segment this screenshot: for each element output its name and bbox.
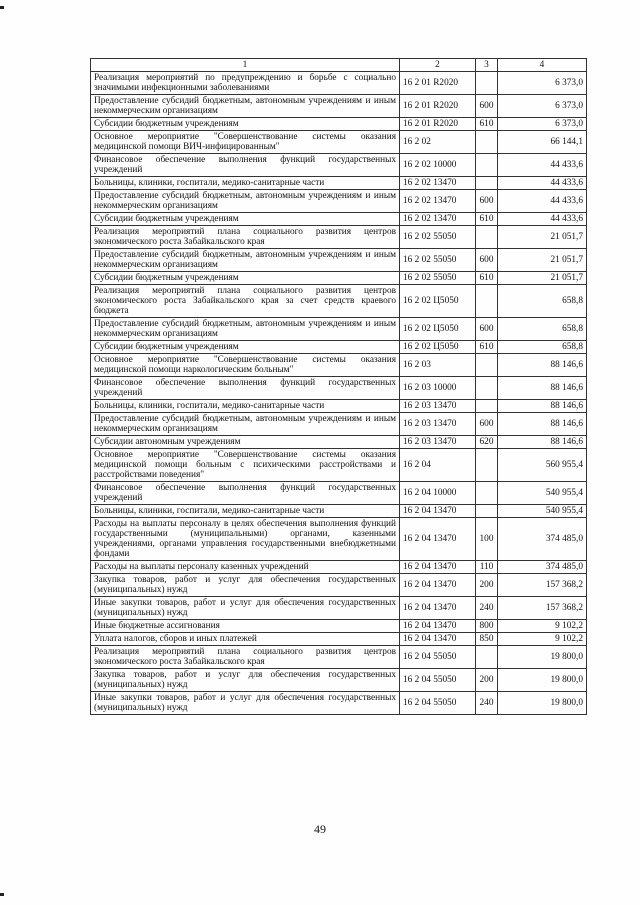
header-col-1: 1 (91, 59, 400, 72)
row-expense-type-cell: 800 (476, 620, 498, 633)
row-expense-type-cell: 100 (476, 518, 498, 561)
row-amount-cell: 374 485,0 (498, 518, 587, 561)
header-col-4: 4 (498, 59, 587, 72)
table-row (91, 285, 587, 318)
row-amount-cell: 9 102,2 (498, 633, 587, 646)
row-name-cell: Субсидии бюджетным учреждениям (91, 118, 400, 131)
table-row (91, 646, 587, 669)
row-expense-type-cell (476, 482, 498, 505)
row-amount-cell: 44 433,6 (498, 154, 587, 177)
row-expense-type-cell (476, 131, 498, 154)
row-expense-type-cell: 240 (476, 692, 498, 715)
row-expense-type-cell: 200 (476, 669, 498, 692)
row-code-cell: 16 2 01 R2020 (400, 72, 476, 95)
row-expense-type-cell (476, 354, 498, 377)
table-row (91, 341, 587, 354)
row-expense-type-cell: 240 (476, 597, 498, 620)
row-expense-type-cell (476, 72, 498, 95)
table-row (91, 226, 587, 249)
row-code-cell: 16 2 03 (400, 354, 476, 377)
row-name-cell: Закупка товаров, работ и услуг для обеспечения государственных (муниципальных) нужд (91, 574, 400, 597)
row-amount-cell: 19 800,0 (498, 646, 587, 669)
row-name-cell: Реализация мероприятий плана социального развития центров экономического роста Забайкальского края за счет средств краевого бюджета (91, 285, 400, 318)
row-name-cell: Финансовое обеспечение выполнения функций государственных учреждений (91, 377, 400, 400)
page-number: 49 (314, 822, 326, 836)
table-row (91, 518, 587, 561)
row-code-cell: 16 2 02 10000 (400, 154, 476, 177)
row-code-cell: 16 2 02 55050 (400, 249, 476, 272)
row-name-cell: Финансовое обеспечение выполнения функций государственных учреждений (91, 154, 400, 177)
row-expense-type-cell (476, 646, 498, 669)
row-name-cell: Основное мероприятие "Совершенствование системы оказания медицинской помощи наркологическим больным" (91, 354, 400, 377)
row-expense-type-cell: 610 (476, 118, 498, 131)
table-row (91, 131, 587, 154)
row-amount-cell: 88 146,6 (498, 377, 587, 400)
table-row (91, 620, 587, 633)
row-expense-type-cell: 600 (476, 190, 498, 213)
row-expense-type-cell: 110 (476, 561, 498, 574)
row-name-cell: Больницы, клиники, госпитали, медико-санитарные части (91, 505, 400, 518)
row-name-cell: Иные закупки товаров, работ и услуг для обеспечения государственных (муниципальных) нужд (91, 692, 400, 715)
table-row (91, 377, 587, 400)
table-row (91, 597, 587, 620)
table-row (91, 413, 587, 436)
table-row (91, 505, 587, 518)
scan-edge-mark (0, 6, 4, 9)
row-name-cell: Уплата налогов, сборов и иных платежей (91, 633, 400, 646)
table-row (91, 633, 587, 646)
row-code-cell: 16 2 04 13470 (400, 620, 476, 633)
row-amount-cell: 157 368,2 (498, 597, 587, 620)
row-expense-type-cell: 600 (476, 95, 498, 118)
table-row (91, 154, 587, 177)
row-amount-cell: 658,8 (498, 341, 587, 354)
row-name-cell: Основное мероприятие "Совершенствование системы оказания медицинской помощи ВИЧ-инфицированным" (91, 131, 400, 154)
table-row (91, 272, 587, 285)
row-code-cell: 16 2 02 13470 (400, 177, 476, 190)
row-name-cell: Больницы, клиники, госпитали, медико-санитарные части (91, 400, 400, 413)
row-name-cell: Иные бюджетные ассигнования (91, 620, 400, 633)
row-amount-cell: 658,8 (498, 285, 587, 318)
row-name-cell: Реализация мероприятий плана социального развития центров экономического роста Забайкальского края (91, 226, 400, 249)
table-row (91, 692, 587, 715)
row-code-cell: 16 2 01 R2020 (400, 118, 476, 131)
row-expense-type-cell (476, 226, 498, 249)
row-amount-cell: 540 955,4 (498, 505, 587, 518)
row-name-cell: Расходы на выплаты персоналу в целях обеспечения выполнения функций государственными (муниципальными) органами, казенными учреждениями, органами управления государственными внебюджетными фондами (91, 518, 400, 561)
row-amount-cell: 6 373,0 (498, 118, 587, 131)
row-code-cell: 16 2 03 10000 (400, 377, 476, 400)
row-code-cell: 16 2 02 13470 (400, 190, 476, 213)
table-row (91, 249, 587, 272)
row-name-cell: Больницы, клиники, госпитали, медико-санитарные части (91, 177, 400, 190)
row-amount-cell: 44 433,6 (498, 177, 587, 190)
row-code-cell: 16 2 04 13470 (400, 518, 476, 561)
row-code-cell: 16 2 04 10000 (400, 482, 476, 505)
budget-table (90, 58, 587, 715)
table-row (91, 213, 587, 226)
row-code-cell: 16 2 04 13470 (400, 597, 476, 620)
row-expense-type-cell: 610 (476, 213, 498, 226)
table-row (91, 318, 587, 341)
row-amount-cell: 88 146,6 (498, 436, 587, 449)
row-amount-cell: 44 433,6 (498, 190, 587, 213)
row-name-cell: Закупка товаров, работ и услуг для обеспечения государственных (муниципальных) нужд (91, 669, 400, 692)
row-code-cell: 16 2 01 R2020 (400, 95, 476, 118)
row-amount-cell: 374 485,0 (498, 561, 587, 574)
row-code-cell: 16 2 02 55050 (400, 272, 476, 285)
row-name-cell: Основное мероприятие "Совершенствование системы оказания медицинской помощи больным с психическими расстройствами и расстройствами поведения" (91, 449, 400, 482)
row-expense-type-cell (476, 177, 498, 190)
row-amount-cell: 21 051,7 (498, 272, 587, 285)
row-name-cell: Расходы на выплаты персоналу казенных учреждений (91, 561, 400, 574)
row-code-cell: 16 2 02 Ц5050 (400, 341, 476, 354)
table-row (91, 561, 587, 574)
row-expense-type-cell: 600 (476, 249, 498, 272)
row-amount-cell: 9 102,2 (498, 620, 587, 633)
table-body (91, 72, 587, 715)
row-amount-cell: 88 146,6 (498, 354, 587, 377)
row-amount-cell: 88 146,6 (498, 413, 587, 436)
row-name-cell: Субсидии автономным учреждениям (91, 436, 400, 449)
row-amount-cell: 44 433,6 (498, 213, 587, 226)
row-code-cell: 16 2 04 13470 (400, 505, 476, 518)
row-name-cell: Финансовое обеспечение выполнения функций государственных учреждений (91, 482, 400, 505)
row-expense-type-cell: 200 (476, 574, 498, 597)
table-row (91, 482, 587, 505)
row-expense-type-cell (476, 377, 498, 400)
table-row (91, 190, 587, 213)
row-code-cell: 16 2 04 13470 (400, 633, 476, 646)
row-code-cell: 16 2 02 Ц5050 (400, 285, 476, 318)
row-name-cell: Реализация мероприятий по предупреждению и борьбе с социально значимыми инфекционными заболеваниями (91, 72, 400, 95)
row-expense-type-cell: 610 (476, 341, 498, 354)
row-code-cell: 16 2 04 55050 (400, 646, 476, 669)
row-name-cell: Субсидии бюджетным учреждениям (91, 272, 400, 285)
row-code-cell: 16 2 04 13470 (400, 574, 476, 597)
row-expense-type-cell: 600 (476, 413, 498, 436)
row-code-cell: 16 2 02 Ц5050 (400, 318, 476, 341)
table-row (91, 436, 587, 449)
row-code-cell: 16 2 04 55050 (400, 692, 476, 715)
row-name-cell: Предоставление субсидий бюджетным, автономным учреждениям и иным некоммерческим организациям (91, 190, 400, 213)
table-row (91, 574, 587, 597)
table-row (91, 177, 587, 190)
row-amount-cell: 658,8 (498, 318, 587, 341)
header-col-3: 3 (476, 59, 498, 72)
row-code-cell: 16 2 04 (400, 449, 476, 482)
row-amount-cell: 66 144,1 (498, 131, 587, 154)
row-amount-cell: 560 955,4 (498, 449, 587, 482)
row-amount-cell: 157 368,2 (498, 574, 587, 597)
row-code-cell: 16 2 02 13470 (400, 213, 476, 226)
header-col-2: 2 (400, 59, 476, 72)
scan-edge-mark (0, 893, 4, 896)
table-row (91, 669, 587, 692)
row-amount-cell: 21 051,7 (498, 249, 587, 272)
table-row (91, 118, 587, 131)
row-name-cell: Субсидии бюджетным учреждениям (91, 341, 400, 354)
row-expense-type-cell (476, 400, 498, 413)
table-row (91, 95, 587, 118)
table-row (91, 449, 587, 482)
row-code-cell: 16 2 02 55050 (400, 226, 476, 249)
row-amount-cell: 6 373,0 (498, 95, 587, 118)
row-amount-cell: 19 800,0 (498, 669, 587, 692)
row-expense-type-cell (476, 285, 498, 318)
row-code-cell: 16 2 04 55050 (400, 669, 476, 692)
row-expense-type-cell: 610 (476, 272, 498, 285)
row-code-cell: 16 2 03 13470 (400, 436, 476, 449)
row-name-cell: Предоставление субсидий бюджетным, автономным учреждениям и иным некоммерческим организациям (91, 95, 400, 118)
row-code-cell: 16 2 03 13470 (400, 400, 476, 413)
row-code-cell: 16 2 02 (400, 131, 476, 154)
table-row (91, 72, 587, 95)
row-amount-cell: 21 051,7 (498, 226, 587, 249)
row-expense-type-cell: 600 (476, 318, 498, 341)
row-expense-type-cell: 620 (476, 436, 498, 449)
row-expense-type-cell (476, 154, 498, 177)
row-expense-type-cell: 850 (476, 633, 498, 646)
row-code-cell: 16 2 04 13470 (400, 561, 476, 574)
table-row (91, 354, 587, 377)
row-expense-type-cell (476, 449, 498, 482)
table-header-row (91, 59, 587, 72)
table-row (91, 400, 587, 413)
row-name-cell: Предоставление субсидий бюджетным, автономным учреждениям и иным некоммерческим организациям (91, 249, 400, 272)
row-amount-cell: 540 955,4 (498, 482, 587, 505)
row-name-cell: Субсидии бюджетным учреждениям (91, 213, 400, 226)
row-name-cell: Иные закупки товаров, работ и услуг для обеспечения государственных (муниципальных) нужд (91, 597, 400, 620)
row-amount-cell: 6 373,0 (498, 72, 587, 95)
row-amount-cell: 19 800,0 (498, 692, 587, 715)
row-amount-cell: 88 146,6 (498, 400, 587, 413)
row-expense-type-cell (476, 505, 498, 518)
row-name-cell: Реализация мероприятий плана социального развития центров экономического роста Забайкальского края (91, 646, 400, 669)
row-code-cell: 16 2 03 13470 (400, 413, 476, 436)
row-name-cell: Предоставление субсидий бюджетным, автономным учреждениям и иным некоммерческим организациям (91, 413, 400, 436)
row-name-cell: Предоставление субсидий бюджетным, автономным учреждениям и иным некоммерческим организациям (91, 318, 400, 341)
